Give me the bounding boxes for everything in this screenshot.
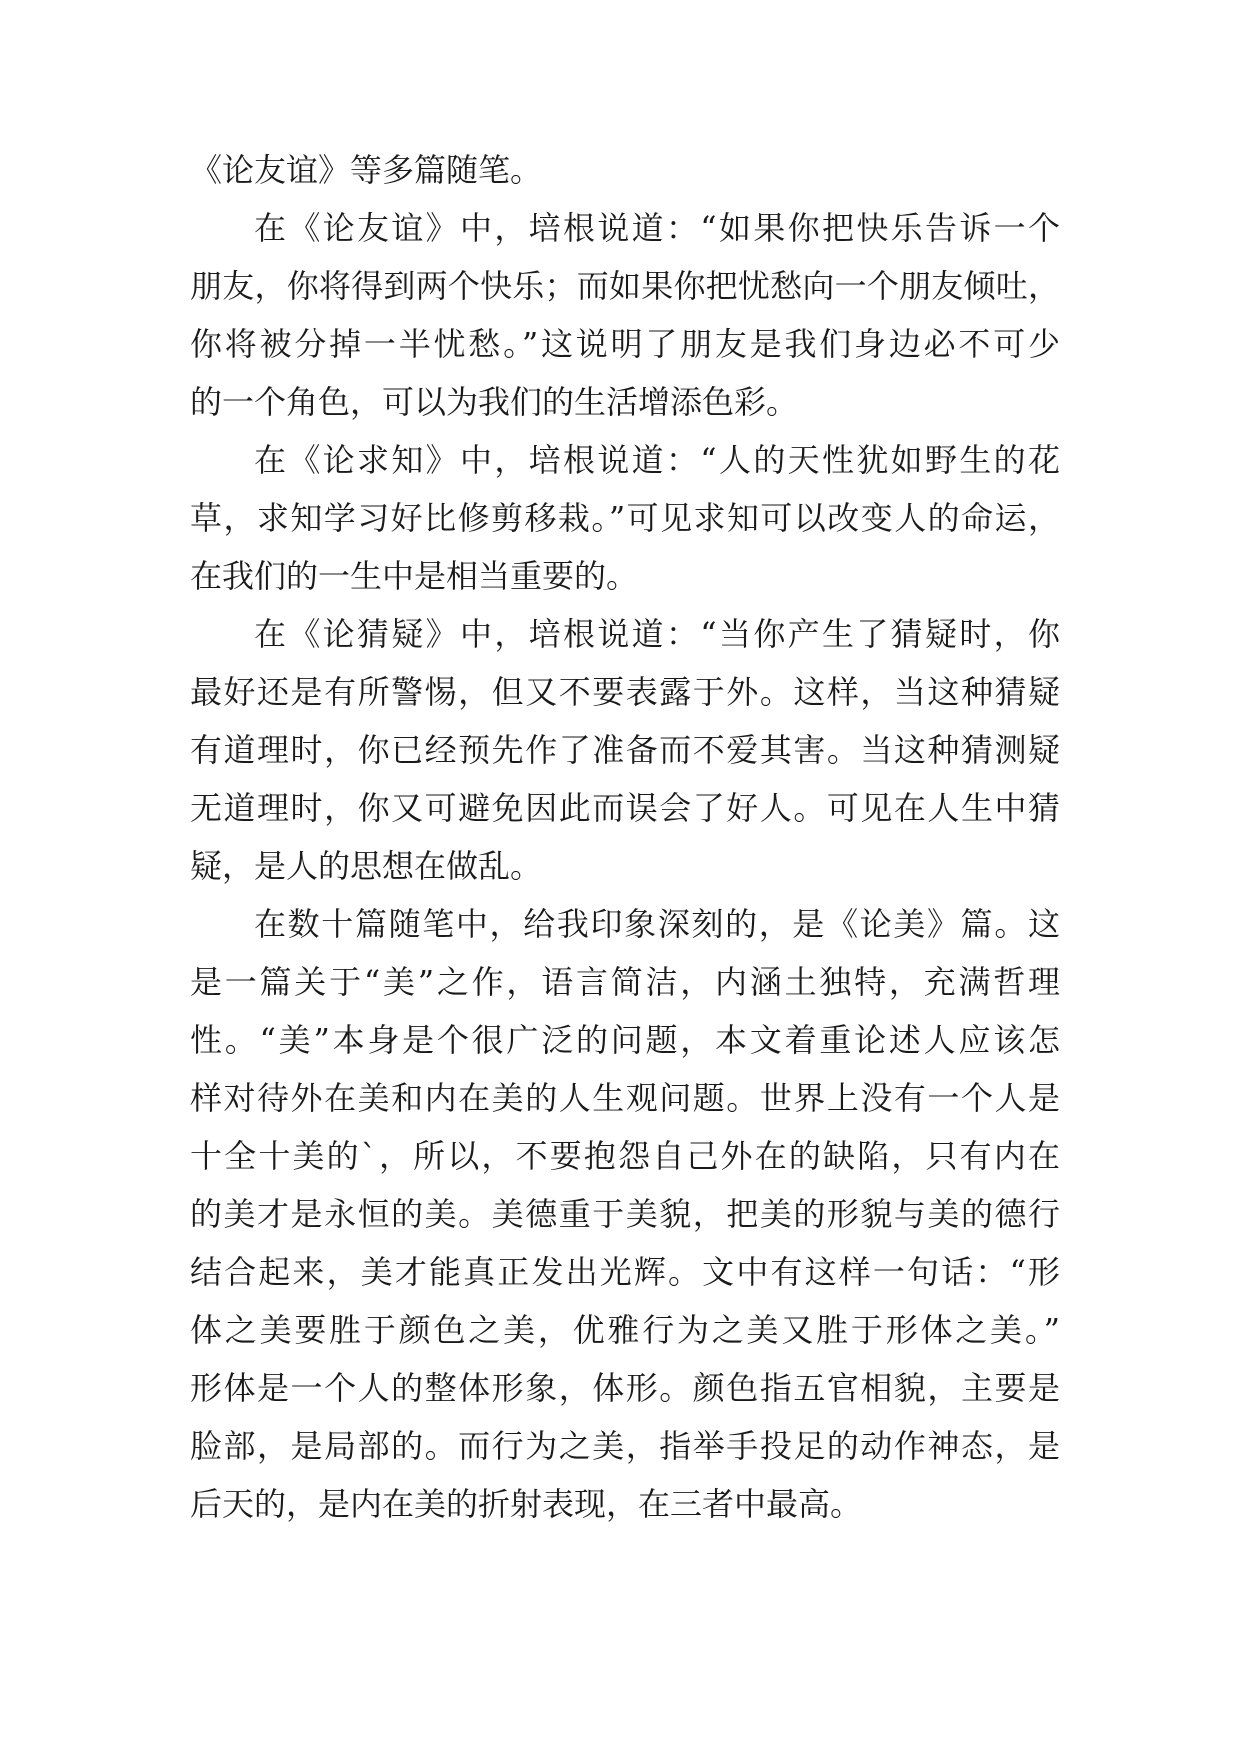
text-line: 疑，是人的思想在做乱。 [190, 847, 543, 885]
text-line: 十全十美的`，所以，不要抱怨自己外在的缺陷，只有内在 [190, 1137, 1060, 1175]
text-line: 你将被分掉一半忧愁。”这说明了朋友是我们身边必不可少 [190, 325, 1060, 363]
text-line: 形体是一个人的整体形象，体形。颜色指五官相貌，主要是 [190, 1369, 1060, 1407]
text-line: 朋友，你将得到两个快乐；而如果你把忧愁向一个朋友倾吐， [190, 267, 1060, 305]
text-line: 的美才是永恒的美。美德重于美貌，把美的形貌与美的德行 [190, 1195, 1060, 1233]
text-line: 最好还是有所警惕，但又不要表露于外。这样，当这种猜疑 [190, 673, 1060, 711]
text-line: 草，求知学习好比修剪移栽。”可见求知可以改变人的命运， [190, 499, 1060, 537]
text-line: 脸部，是局部的。而行为之美，指举手投足的动作神态，是 [190, 1427, 1060, 1465]
text-line: 无道理时，你又可避免因此而误会了好人。可见在人生中猜 [190, 789, 1060, 827]
text-line: 的一个角色，可以为我们的生活增添色彩。 [190, 383, 799, 421]
text-line: 在《论求知》中，培根说道：“人的天性犹如野生的花 [254, 441, 1060, 479]
text-line: 结合起来，美才能真正发出光辉。文中有这样一句话：“形 [190, 1253, 1060, 1291]
text-line: 在《论友谊》中，培根说道：“如果你把快乐告诉一个 [254, 209, 1060, 247]
text-line: 在《论猜疑》中，培根说道：“当你产生了猜疑时，你 [254, 615, 1060, 653]
text-line: 《论友谊》等多篇随笔。 [190, 151, 543, 189]
text-line: 在数十篇随笔中，给我印象深刻的，是《论美》篇。这 [254, 905, 1060, 943]
text-line: 有道理时，你已经预先作了准备而不爱其害。当这种猜测疑 [190, 731, 1060, 769]
text-line: 性。“美”本身是个很广泛的问题，本文着重论述人应该怎 [190, 1021, 1060, 1059]
text-line: 样对待外在美和内在美的人生观问题。世界上没有一个人是 [190, 1079, 1060, 1117]
text-line: 是一篇关于“美”之作，语言简洁，内涵土独特，充满哲理 [190, 963, 1060, 1001]
text-line: 在我们的一生中是相当重要的。 [190, 557, 639, 595]
text-line: 体之美要胜于颜色之美，优雅行为之美又胜于形体之美。” [190, 1311, 1060, 1349]
text-line: 后天的，是内在美的折射表现，在三者中最高。 [190, 1485, 863, 1523]
